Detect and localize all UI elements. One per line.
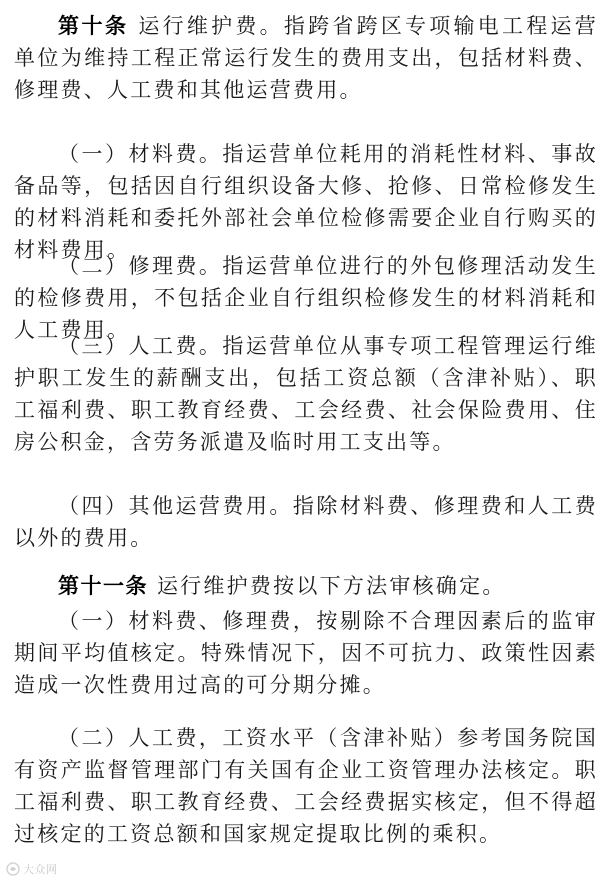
- article-10-text: 运行维护费。指跨省跨区专项输电工程运营单位为维持工程正常运行发生的费用支出，包括材料费、修理费、人工费和其他运营费用。: [14, 14, 599, 102]
- article-11-label: 第十一条: [58, 574, 148, 598]
- article-11-item-2: （二）人工费，工资水平（含津补贴）参考国务院国有资产监督管理部门有关国有企业工资管理办法核定。职工福利费、职工教育经费、工会经费据实核定，但不得超过核定的工资总额和国家规定提取比例的乘积。: [14, 726, 598, 846]
- article-10-label: 第十条: [58, 14, 129, 38]
- article-11-text: 运行维护费按以下方法审核确定。: [156, 574, 506, 598]
- article-10-paragraph: [14, 10, 598, 106]
- watermark: [6, 861, 58, 877]
- article-10-item-2: （二）修理费。指运营单位进行的外包修理活动发生的检修费用，不包括企业自行组织检修发生的材料消耗和人工费用。: [14, 254, 598, 342]
- watermark-text: 大众网: [23, 863, 58, 876]
- article-10-item-1: （一）材料费。指运营单位耗用的消耗性材料、事故备品等，包括因自行组织设备大修、抢修、日常检修发生的材料消耗和委托外部社会单位检修需要企业自行购买的材料费用。: [14, 142, 598, 262]
- brand-logo-icon: [6, 862, 20, 876]
- article-10-item-3: （三）人工费。指运营单位从事专项工程管理运行维护职工发生的薪酬支出，包括工资总额（含津补贴）、职工福利费、职工教育经费、工会经费、社会保险费用、住房公积金，含劳务派遣及临时用工支出等。: [14, 334, 598, 454]
- article-11-item-1: （一）材料费、修理费，按剔除不合理因素后的监审期间平均值核定。特殊情况下，因不可抗力、政策性因素造成一次性费用过高的可分期分摊。: [14, 609, 598, 697]
- article-10-item-4: （四）其他运营费用。指除材料费、修理费和人工费以外的费用。: [14, 494, 598, 550]
- article-11-paragraph: [14, 570, 598, 602]
